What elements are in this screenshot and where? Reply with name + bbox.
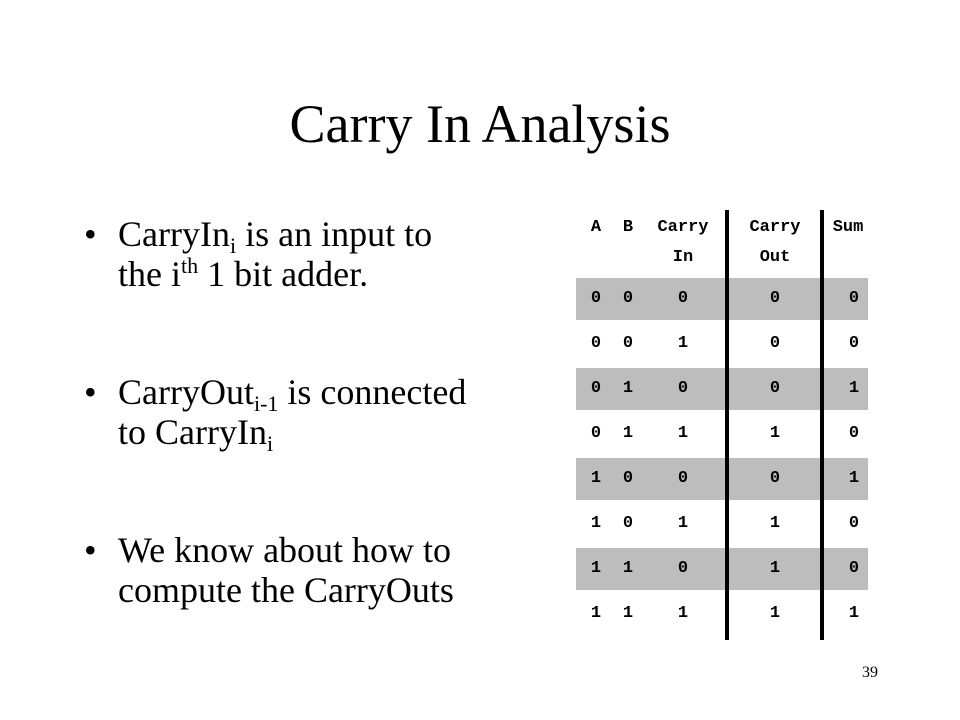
bullet-list xyxy=(84,214,554,610)
bullet-text: CarryOut xyxy=(118,372,254,412)
table-row xyxy=(576,323,868,365)
page-number: 39 xyxy=(862,664,878,681)
table-row xyxy=(576,458,868,500)
bullet-text: 1 bit adder. xyxy=(198,254,369,294)
cell-sum: 0 xyxy=(848,514,860,533)
bullet-text: is connected xyxy=(278,372,467,412)
header-a: A xyxy=(590,218,602,237)
cell-a: 0 xyxy=(590,289,602,308)
cell-carry-in: 0 xyxy=(677,469,689,488)
cell-a: 1 xyxy=(590,514,602,533)
cell-carry-out: 1 xyxy=(769,559,781,578)
cell-sum: 0 xyxy=(848,334,860,353)
table-row xyxy=(576,278,868,320)
cell-b: 1 xyxy=(622,379,634,398)
cell-b: 0 xyxy=(622,469,634,488)
cell-sum: 0 xyxy=(848,559,860,578)
table-row xyxy=(576,413,868,455)
bullet-line xyxy=(118,254,554,294)
header-carry-out: Carry xyxy=(749,218,801,237)
table-row xyxy=(576,368,868,410)
bullet-dot: • xyxy=(84,372,97,412)
cell-carry-out: 0 xyxy=(769,334,781,353)
bullet-compute-carryouts xyxy=(84,530,554,610)
subscript: i xyxy=(266,431,274,456)
cell-a: 0 xyxy=(590,334,602,353)
bullet-carryin-input xyxy=(84,214,554,294)
cell-a: 0 xyxy=(590,424,602,443)
header-carry-out-sub: Out xyxy=(759,248,791,267)
bullet-text: to CarryIn xyxy=(118,412,267,452)
cell-b: 0 xyxy=(622,289,634,308)
cell-sum: 0 xyxy=(848,289,860,308)
table-row xyxy=(576,593,868,635)
cell-b: 0 xyxy=(622,334,634,353)
column-divider-carry-in xyxy=(725,210,729,640)
subscript: i-1 xyxy=(253,391,279,416)
table-header xyxy=(576,210,868,274)
bullet-line xyxy=(118,372,554,416)
table-row xyxy=(576,548,868,590)
bullet-dot: • xyxy=(84,214,97,254)
cell-carry-out: 0 xyxy=(769,289,781,308)
cell-carry-in: 1 xyxy=(677,604,689,623)
cell-carry-out: 0 xyxy=(769,379,781,398)
cell-b: 1 xyxy=(622,604,634,623)
cell-carry-out: 1 xyxy=(769,424,781,443)
slide-title: Carry In Analysis xyxy=(289,94,671,154)
cell-a: 1 xyxy=(590,604,602,623)
bullet-text: is an input to xyxy=(236,214,433,254)
superscript: th xyxy=(180,253,199,278)
cell-b: 1 xyxy=(622,424,634,443)
cell-carry-in: 0 xyxy=(677,289,689,308)
bullet-text: the i xyxy=(118,254,181,294)
truth-table xyxy=(576,210,868,640)
bullet-carryout-connected xyxy=(84,372,554,456)
cell-carry-in: 1 xyxy=(677,334,689,353)
cell-a: 0 xyxy=(590,379,602,398)
header-carry-in: Carry xyxy=(657,218,709,237)
column-divider-carry-out xyxy=(820,210,824,640)
cell-carry-out: 1 xyxy=(769,604,781,623)
cell-sum: 1 xyxy=(848,379,860,398)
cell-carry-in: 0 xyxy=(677,379,689,398)
cell-carry-in: 1 xyxy=(677,424,689,443)
header-b: B xyxy=(622,218,634,237)
cell-a: 1 xyxy=(590,559,602,578)
cell-sum: 1 xyxy=(848,469,860,488)
header-sum: Sum xyxy=(832,218,864,237)
subscript: i xyxy=(229,233,237,258)
cell-b: 1 xyxy=(622,559,634,578)
bullet-text: CarryIn xyxy=(118,214,230,254)
bullet-dot: • xyxy=(84,530,97,570)
cell-carry-in: 0 xyxy=(677,559,689,578)
header-carry-in-sub: In xyxy=(672,248,694,267)
cell-carry-in: 1 xyxy=(677,514,689,533)
cell-sum: 1 xyxy=(848,604,860,623)
cell-carry-out: 0 xyxy=(769,469,781,488)
bullet-line: compute the CarryOuts xyxy=(118,570,454,610)
bullet-line xyxy=(118,412,554,456)
cell-a: 1 xyxy=(590,469,602,488)
cell-b: 0 xyxy=(622,514,634,533)
cell-sum: 0 xyxy=(848,424,860,443)
bullet-line: We know about how to xyxy=(118,530,452,570)
bullet-line xyxy=(118,214,554,258)
cell-carry-out: 1 xyxy=(769,514,781,533)
table-row xyxy=(576,503,868,545)
